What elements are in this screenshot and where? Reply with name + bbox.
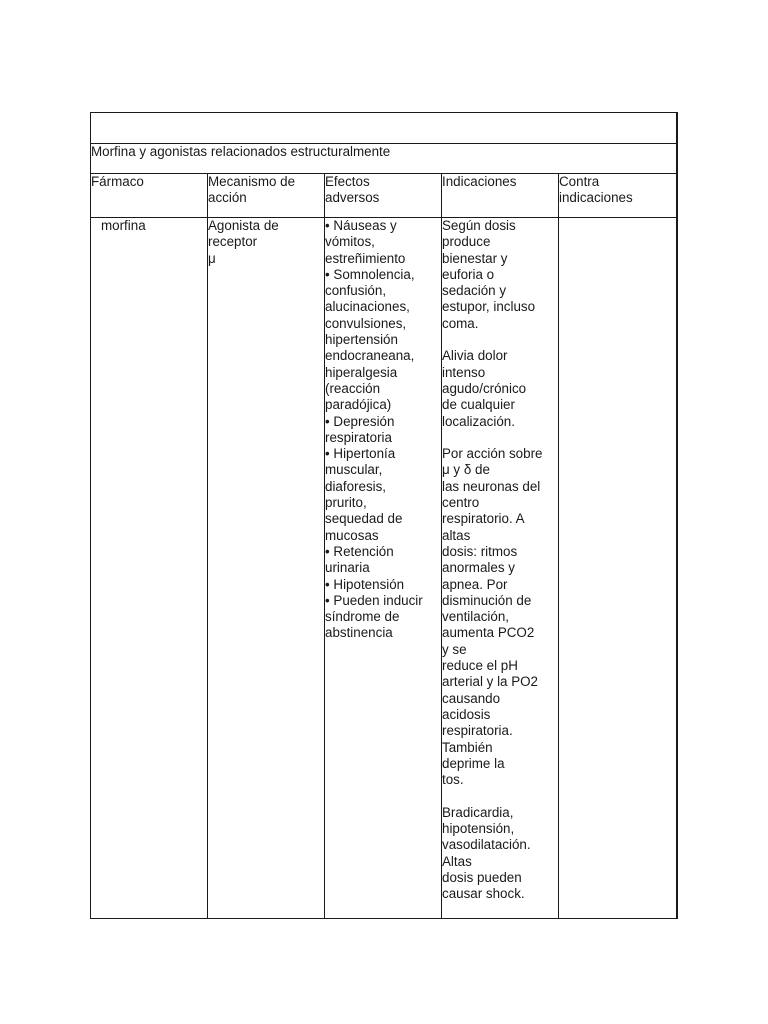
table-title-text: Morfina y agonistas relacionados estructuralmente: [91, 144, 391, 159]
cell-indicaciones: [442, 218, 559, 919]
cell-efectos-text: • Náuseas y vómitos, estreñimiento • Somnolencia, confusión, alucinaciones, convulsiones, hipertensión endocraneana, hiperalgesia (reacción paradójica) • Depresión respiratoria • Hipertonía muscular, diaforesis, prurito, sequedad de mucosas • Retención urinaria • Hipotensión • Pueden inducir síndrome de abstinencia: [325, 218, 423, 641]
empty-cell: [91, 113, 677, 144]
indicaciones-paragraph: Alivia dolor intenso agudo/crónico de cualquier localización.: [442, 348, 527, 429]
cell-mecanismo: [208, 218, 325, 919]
cell-farmaco-text: morfina: [101, 218, 146, 233]
cell-contraindicaciones: [559, 218, 677, 919]
header-farmaco-text: Fármaco: [91, 174, 144, 189]
header-efectos-text: Efectos adversos: [325, 174, 380, 206]
header-farmaco: [91, 174, 208, 218]
table-title-row: [91, 144, 677, 174]
drug-table: [90, 112, 678, 919]
header-contraindicaciones: [559, 174, 677, 218]
cell-farmaco: [91, 218, 208, 919]
header-contraindicaciones-text: Contra indicaciones: [559, 174, 633, 206]
table-row: [91, 218, 677, 919]
cell-mecanismo-text: Agonista de receptor μ: [208, 218, 279, 266]
table-title: [91, 144, 677, 174]
table-header-row: [91, 174, 677, 218]
header-mecanismo: [208, 174, 325, 218]
header-indicaciones-text: Indicaciones: [442, 174, 517, 189]
header-indicaciones: [442, 174, 559, 218]
header-mecanismo-text: Mecanismo de acción: [208, 174, 296, 206]
indicaciones-paragraph: Según dosis produce bienestar y euforia o sedación y estupor, incluso coma.: [442, 218, 536, 331]
header-efectos: [325, 174, 442, 218]
cell-efectos: [325, 218, 442, 919]
indicaciones-paragraph: Por acción sobre μ y δ de las neuronas del centro respiratorio. A altas dosis: ritmos anormales y apnea. Por disminución de ventilación, aumenta PCO2 y se reduce el pH arterial y la PO2 causando acidosis respiratoria. También deprime la tos.: [442, 446, 543, 788]
indicaciones-paragraph: Bradicardia, hipotensión, vasodilatación. Altas dosis pueden causar shock.: [442, 804, 531, 902]
table-empty-row: [91, 113, 677, 144]
